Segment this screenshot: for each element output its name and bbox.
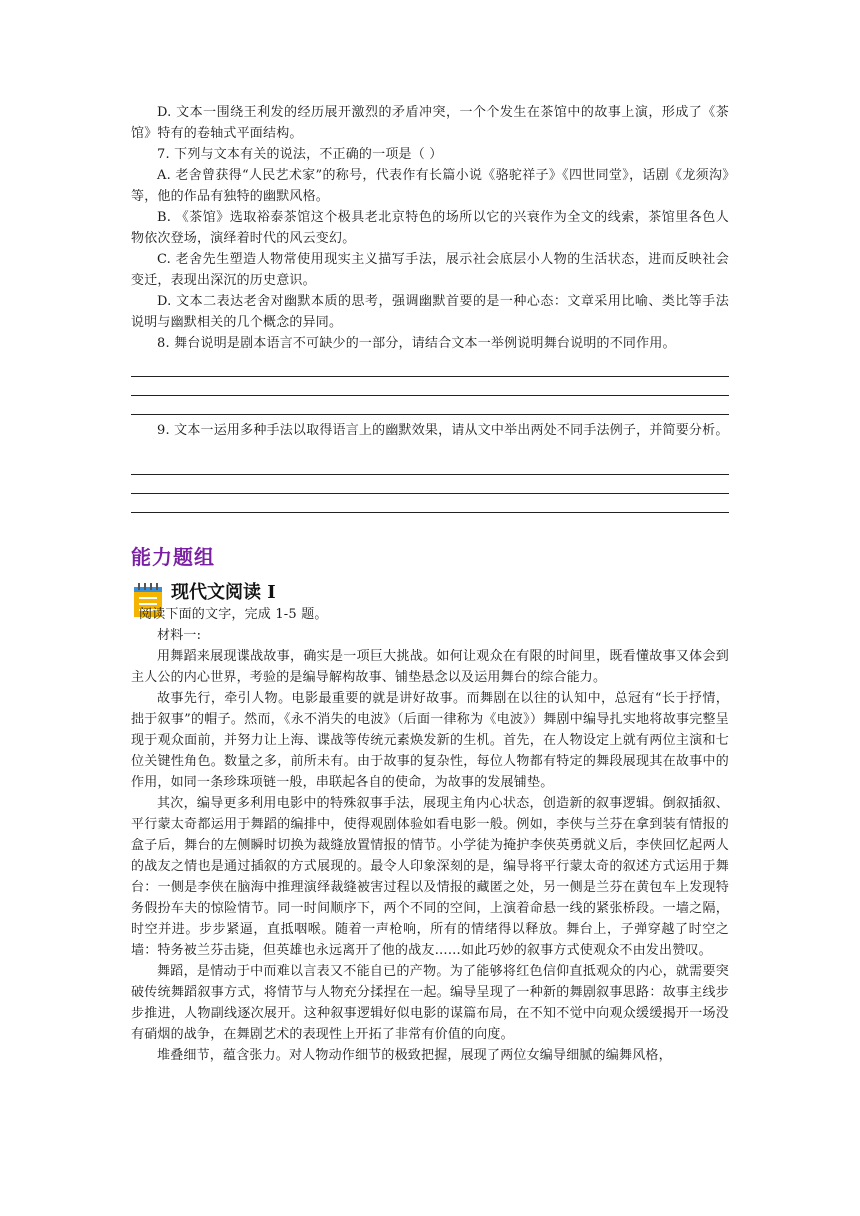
question-7: 7. 下列与文本有关的说法，不正确的一项是（ ）: [157, 147, 443, 162]
passage-paragraph: 堆叠细节，蕴含张力。对人物动作细节的极致把握，展现了两位女编导细腻的编舞风格，: [157, 1048, 672, 1063]
reading-passage: [131, 604, 729, 1066]
question-9: 9. 文本一运用多种手法以取得语言上的幽默效果，请从文中举出两处不同手法例子，并简要分析。: [157, 423, 729, 438]
option-d-q6: D. 文本一围绕王利发的经历展开激烈的矛盾冲突，一个个发生在茶馆中的故事上演，形成了《茶馆》特有的卷轴式平面结构。: [131, 105, 729, 141]
option-a-q7: A. 老舍曾获得“人民艺术家”的称号，代表作有长篇小说《骆驼祥子》《四世同堂》，话剧《龙须沟》等，他的作品有独特的幽默风格。: [131, 168, 729, 204]
passage-paragraph: 其次，编导更多利用电影中的特殊叙事手法，展现主角内心状态，创造新的叙事逻辑。倒叙插叙、平行蒙太奇都运用于舞蹈的编排中，使得观剧体验如看电影一般。例如，李侠与兰芬在拿到装有情报的盒子后，舞台的左侧瞬时切换为裁缝放置情报的情节。小学徒为掩护李侠英勇就义后，李侠回忆起两人的战友之情也是通过插叙的方式展现的。最令人印象深刻的是，编导将平行蒙太奇的叙述方式运用于舞台：一侧是李侠在脑海中推理演绎裁缝被害过程以及情报的藏匿之处，另一侧是兰芬在黄包车上发现特务假扮车夫的惊险情节。同一时间顺序下，两个不同的空间，上演着命悬一线的紧张桥段。一墙之隔，时空并进。步步紧逼，直抵咽喉。随着一声枪响，所有的情绪得以释放。舞台上，子弹穿越了时空之墙：特务被兰芬击毙，但英雄也永远离开了他的战友……如此巧妙的叙事方式使观众不由发出赞叹。: [131, 796, 729, 958]
answer-line[interactable]: [131, 474, 729, 475]
option-d-q7: D. 文本二表达老舍对幽默本质的思考，强调幽默首要的是一种心态：文章采用比喻、类比等手法说明与幽默相关的几个概念的异同。: [131, 294, 729, 330]
instruction: 阅读下面的文字，完成 1-5 题。: [139, 607, 328, 622]
material-label: 材料一:: [157, 628, 202, 643]
sub-title: 现代文阅读 I: [171, 582, 276, 603]
section-title: 能力题组: [131, 545, 215, 569]
passage-paragraph: 用舞蹈来展现谍战故事，确实是一项巨大挑战。如何让观众在有限的时间里，既看懂故事又体会到主人公的内心世界，考验的是编导解构故事、铺垫悬念以及运用舞台的综合能力。: [131, 649, 729, 685]
answer-line[interactable]: [131, 512, 729, 513]
option-b-q7: B. 《茶馆》选取裕泰茶馆这个极具老北京特色的场所以它的兴衰作为全文的线索，茶馆里各色人物依次登场，演绎着时代的风云变幻。: [131, 210, 729, 246]
answer-line[interactable]: [131, 493, 729, 494]
passage-paragraph: 舞蹈，是情动于中而难以言表又不能自已的产物。为了能够将红色信仰直抵观众的内心，就需要突破传统舞蹈叙事方式，将情节与人物充分揉捏在一起。编导呈现了一种新的舞剧叙事思路：故事主线步步推进，人物副线逐次展开。这种叙事逻辑好似电影的谋篇布局，在不知不觉中向观众缓缓揭开一场没有硝烟的战争，在舞剧艺术的表现性上开拓了非常有价值的向度。: [131, 964, 729, 1042]
answer-line[interactable]: [131, 395, 729, 396]
question-8: 8. 舞台说明是剧本语言不可缺少的一部分，请结合文本一举例说明舞台说明的不同作用。: [157, 336, 676, 351]
question-9-block: [131, 420, 729, 441]
question-block-top: [131, 102, 729, 354]
passage-paragraph: 故事先行，牵引人物。电影最重要的就是讲好故事。而舞剧在以往的认知中，总冠有“长于抒情，拙于叙事”的帽子。然而，《永不消失的电波》（后面一律称为《电波》）舞剧中编导扎实地将故事完整呈现于观众面前，并努力让上海、谍战等传统元素焕发新的生机。首先，在人物设定上就有两位主演和七位关键性角色。数量之多，前所未有。由于故事的复杂性，每位人物都有特定的舞段展现其在故事中的作用，如同一条珍珠项链一般，串联起各自的使命，为故事的发展铺垫。: [131, 691, 729, 790]
answer-line[interactable]: [131, 414, 729, 415]
option-c-q7: C. 老舍先生塑造人物常使用现实主义描写手法，展示社会底层小人物的生活状态，进而反映社会变迁，表现出深沉的历史意识。: [131, 252, 729, 288]
answer-line[interactable]: [131, 376, 729, 377]
